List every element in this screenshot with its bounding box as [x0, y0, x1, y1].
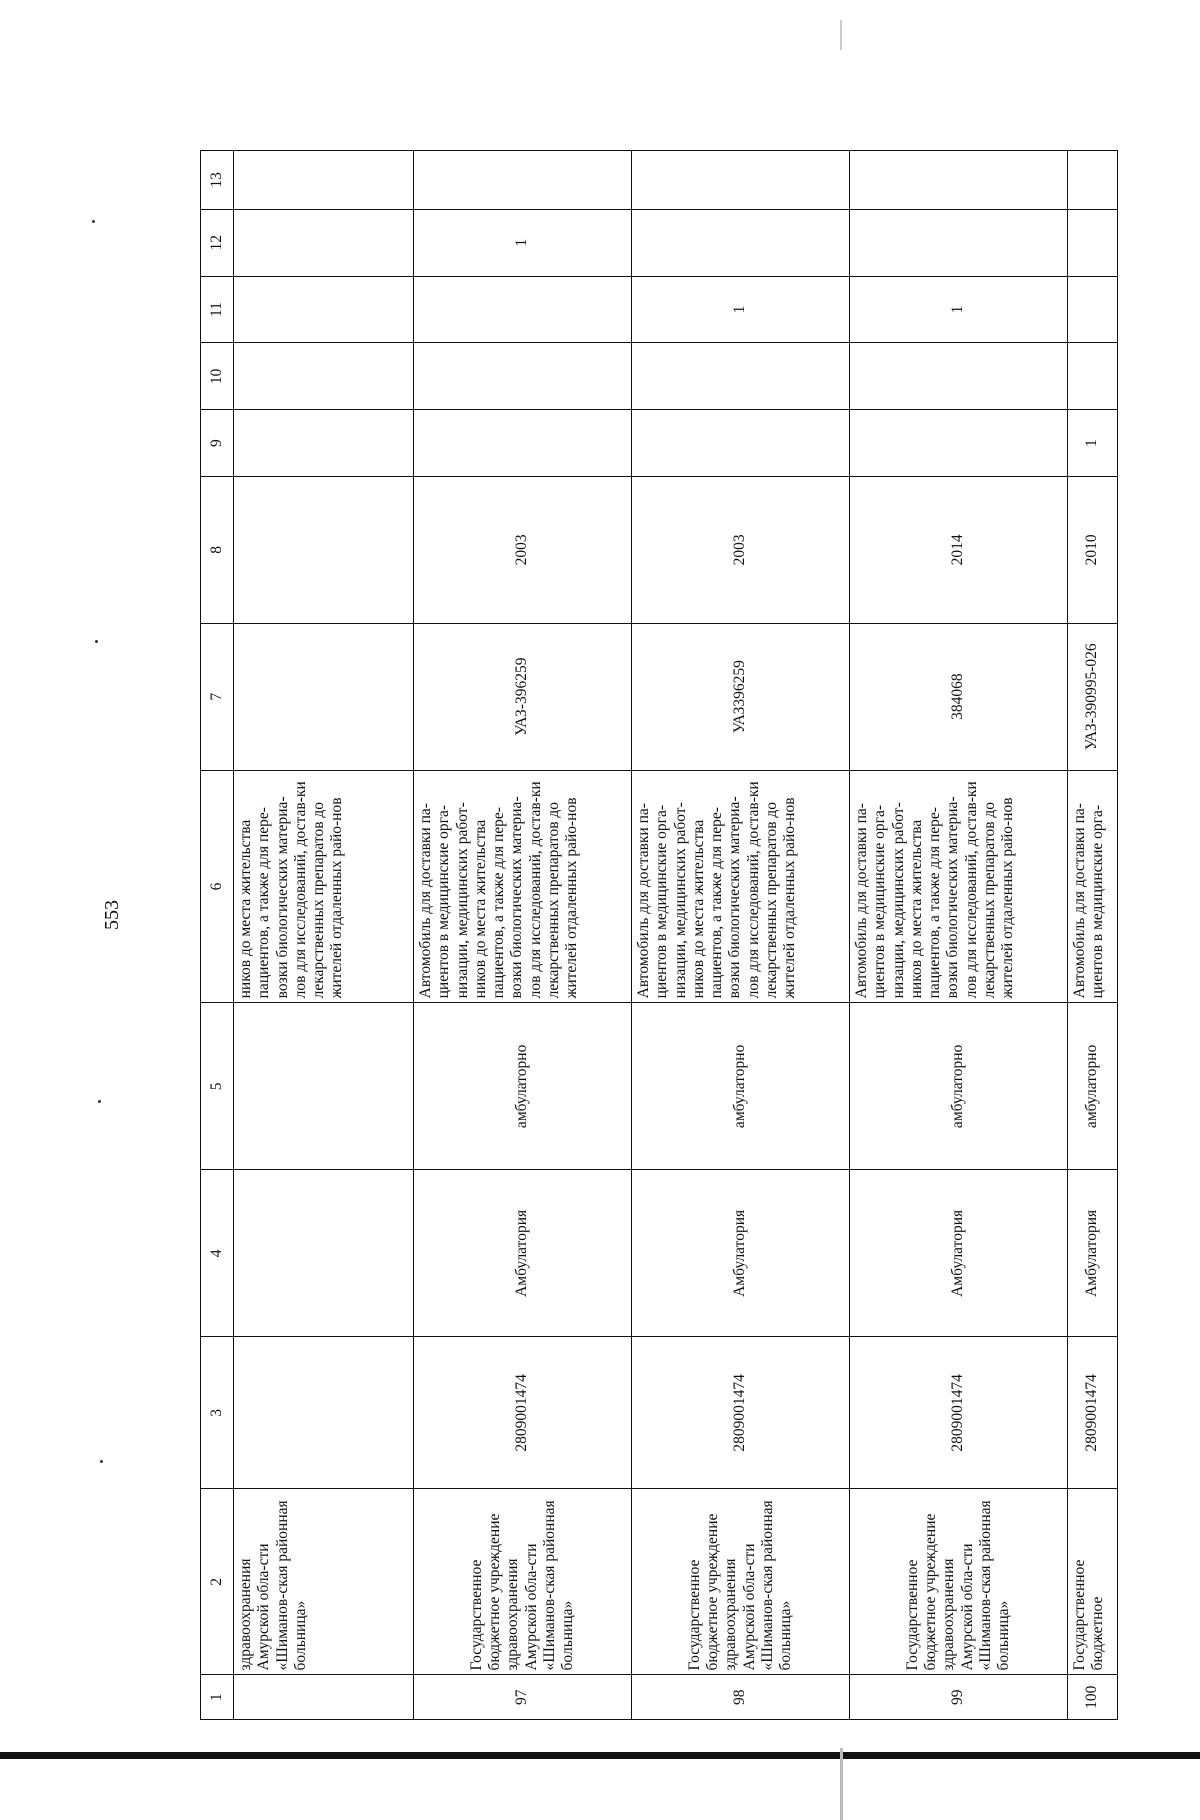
cell-unit: Амбулатория [632, 1170, 850, 1337]
col-header-10: 10 [201, 343, 234, 410]
cell-model: УАЗ-390995-026 [1068, 623, 1118, 770]
cell-purpose: Автомобиль для доставки па-циентов в медицинские орга-низации, медицинских работ-ников до места жительства пациентов, а также для пере-возки биологических материа-лов для исследований, достав-ки лекарственных препаратов до жителей отдаленных райо-нов [414, 770, 632, 1003]
col-header-3: 3 [201, 1337, 234, 1489]
col-header-13: 13 [201, 151, 234, 210]
cell-num [234, 1675, 414, 1720]
cell-10 [234, 343, 414, 410]
cell-10 [1068, 343, 1118, 410]
cell-year: 2014 [850, 477, 1068, 624]
cell-9 [632, 410, 850, 477]
cell-11: 1 [632, 276, 850, 343]
cell-inn: 2809001474 [850, 1337, 1068, 1489]
scan-speck [100, 1460, 103, 1463]
cell-model: УАЗ-396259 [414, 623, 632, 770]
scan-edge-bar [0, 1752, 1200, 1759]
col-header-12: 12 [201, 209, 234, 276]
cell-12: 1 [414, 209, 632, 276]
col-header-9: 9 [201, 410, 234, 477]
col-header-6: 6 [201, 770, 234, 1003]
cell-year: 2003 [632, 477, 850, 624]
cell-purpose: Автомобиль для доставки па-циентов в медицинские орга-низации, медицинских работ-ников до места жительства пациентов, а также для пере-возки биологических материа-лов для исследований, достав-ки лекарственных препаратов до жителей отдаленных райо-нов [632, 770, 850, 1003]
cell-purpose: ников до места жительства пациентов, а также для пере-возки биологических материа-лов для исследований, достав-ки лекарственных препаратов до жителей отдаленных райо-нов [234, 770, 414, 1003]
scan-speck [98, 1100, 101, 1103]
cell-conditions: амбулаторно [632, 1003, 850, 1170]
table-row [850, 151, 1068, 1720]
cell-11 [234, 276, 414, 343]
col-header-5: 5 [201, 1003, 234, 1170]
cell-institution: Государственное бюджетное учреждение здравоохранения Амурской обла-сти «Шиманов-ская районная больница» [850, 1489, 1068, 1675]
cell-purpose: Автомобиль для доставки па-циентов в медицинские орга- [1068, 770, 1118, 1003]
rotated-table-container [200, 150, 1107, 1720]
col-header-1: 1 [201, 1675, 234, 1720]
cell-11 [1068, 276, 1118, 343]
cell-conditions: амбулаторно [850, 1003, 1068, 1170]
header-row [201, 151, 234, 1720]
cell-num: 98 [632, 1675, 850, 1720]
cell-num: 97 [414, 1675, 632, 1720]
cell-9: 1 [1068, 410, 1118, 477]
cell-9 [850, 410, 1068, 477]
table-row [414, 151, 632, 1720]
cell-institution: здравоохранения Амурской обла-сти «Шиманов-ская районная больница» [234, 1489, 414, 1675]
cell-conditions: амбулаторно [414, 1003, 632, 1170]
cell-year: 2010 [1068, 477, 1118, 624]
cell-institution: Государственное бюджетное [1068, 1489, 1118, 1675]
col-header-7: 7 [201, 623, 234, 770]
cell-inn: 2809001474 [414, 1337, 632, 1489]
col-header-2: 2 [201, 1489, 234, 1675]
page-number: 553 [101, 900, 123, 930]
vehicles-table [200, 150, 1118, 1720]
cell-12 [234, 209, 414, 276]
cell-institution: Государственное бюджетное учреждение здравоохранения Амурской обла-сти «Шиманов-ская районная больница» [414, 1489, 632, 1675]
cell-9 [234, 410, 414, 477]
cell-13 [1068, 151, 1118, 210]
scan-speck [95, 640, 98, 643]
cell-13 [414, 151, 632, 210]
cell-unit: Амбулатория [850, 1170, 1068, 1337]
cell-11 [414, 276, 632, 343]
cell-model: 384068 [850, 623, 1068, 770]
cell-unit: Амбулатория [1068, 1170, 1118, 1337]
cell-num: 99 [850, 1675, 1068, 1720]
cell-13 [234, 151, 414, 210]
cell-unit [234, 1170, 414, 1337]
cell-num: 100 [1068, 1675, 1118, 1720]
table-row [632, 151, 850, 1720]
cell-13 [850, 151, 1068, 210]
cell-year: 2003 [414, 477, 632, 624]
cell-10 [632, 343, 850, 410]
cell-institution: Государственное бюджетное учреждение здравоохранения Амурской обла-сти «Шиманов-ская районная больница» [632, 1489, 850, 1675]
cell-inn [234, 1337, 414, 1489]
cell-10 [850, 343, 1068, 410]
cell-unit: Амбулатория [414, 1170, 632, 1337]
cell-purpose: Автомобиль для доставки па-циентов в медицинские орга-низации, медицинских работ-ников до места жительства пациентов, а также для пере-возки биологических материа-лов для исследований, достав-ки лекарственных препаратов до жителей отдаленных райо-нов [850, 770, 1068, 1003]
col-header-8: 8 [201, 477, 234, 624]
col-header-4: 4 [201, 1170, 234, 1337]
table-row [1068, 151, 1118, 1720]
scan-crease-mark-top [840, 20, 842, 50]
cell-12 [1068, 209, 1118, 276]
cell-9 [414, 410, 632, 477]
cell-13 [632, 151, 850, 210]
cell-11: 1 [850, 276, 1068, 343]
cell-10 [414, 343, 632, 410]
cell-conditions: амбулаторно [1068, 1003, 1118, 1170]
cell-conditions [234, 1003, 414, 1170]
cell-model: УАЗ396259 [632, 623, 850, 770]
cell-12 [850, 209, 1068, 276]
scan-crease-mark [840, 1748, 843, 1820]
cell-model [234, 623, 414, 770]
table-row [234, 151, 414, 1720]
cell-inn: 2809001474 [1068, 1337, 1118, 1489]
cell-inn: 2809001474 [632, 1337, 850, 1489]
scan-speck [92, 220, 95, 223]
col-header-11: 11 [201, 276, 234, 343]
cell-12 [632, 209, 850, 276]
cell-year [234, 477, 414, 624]
